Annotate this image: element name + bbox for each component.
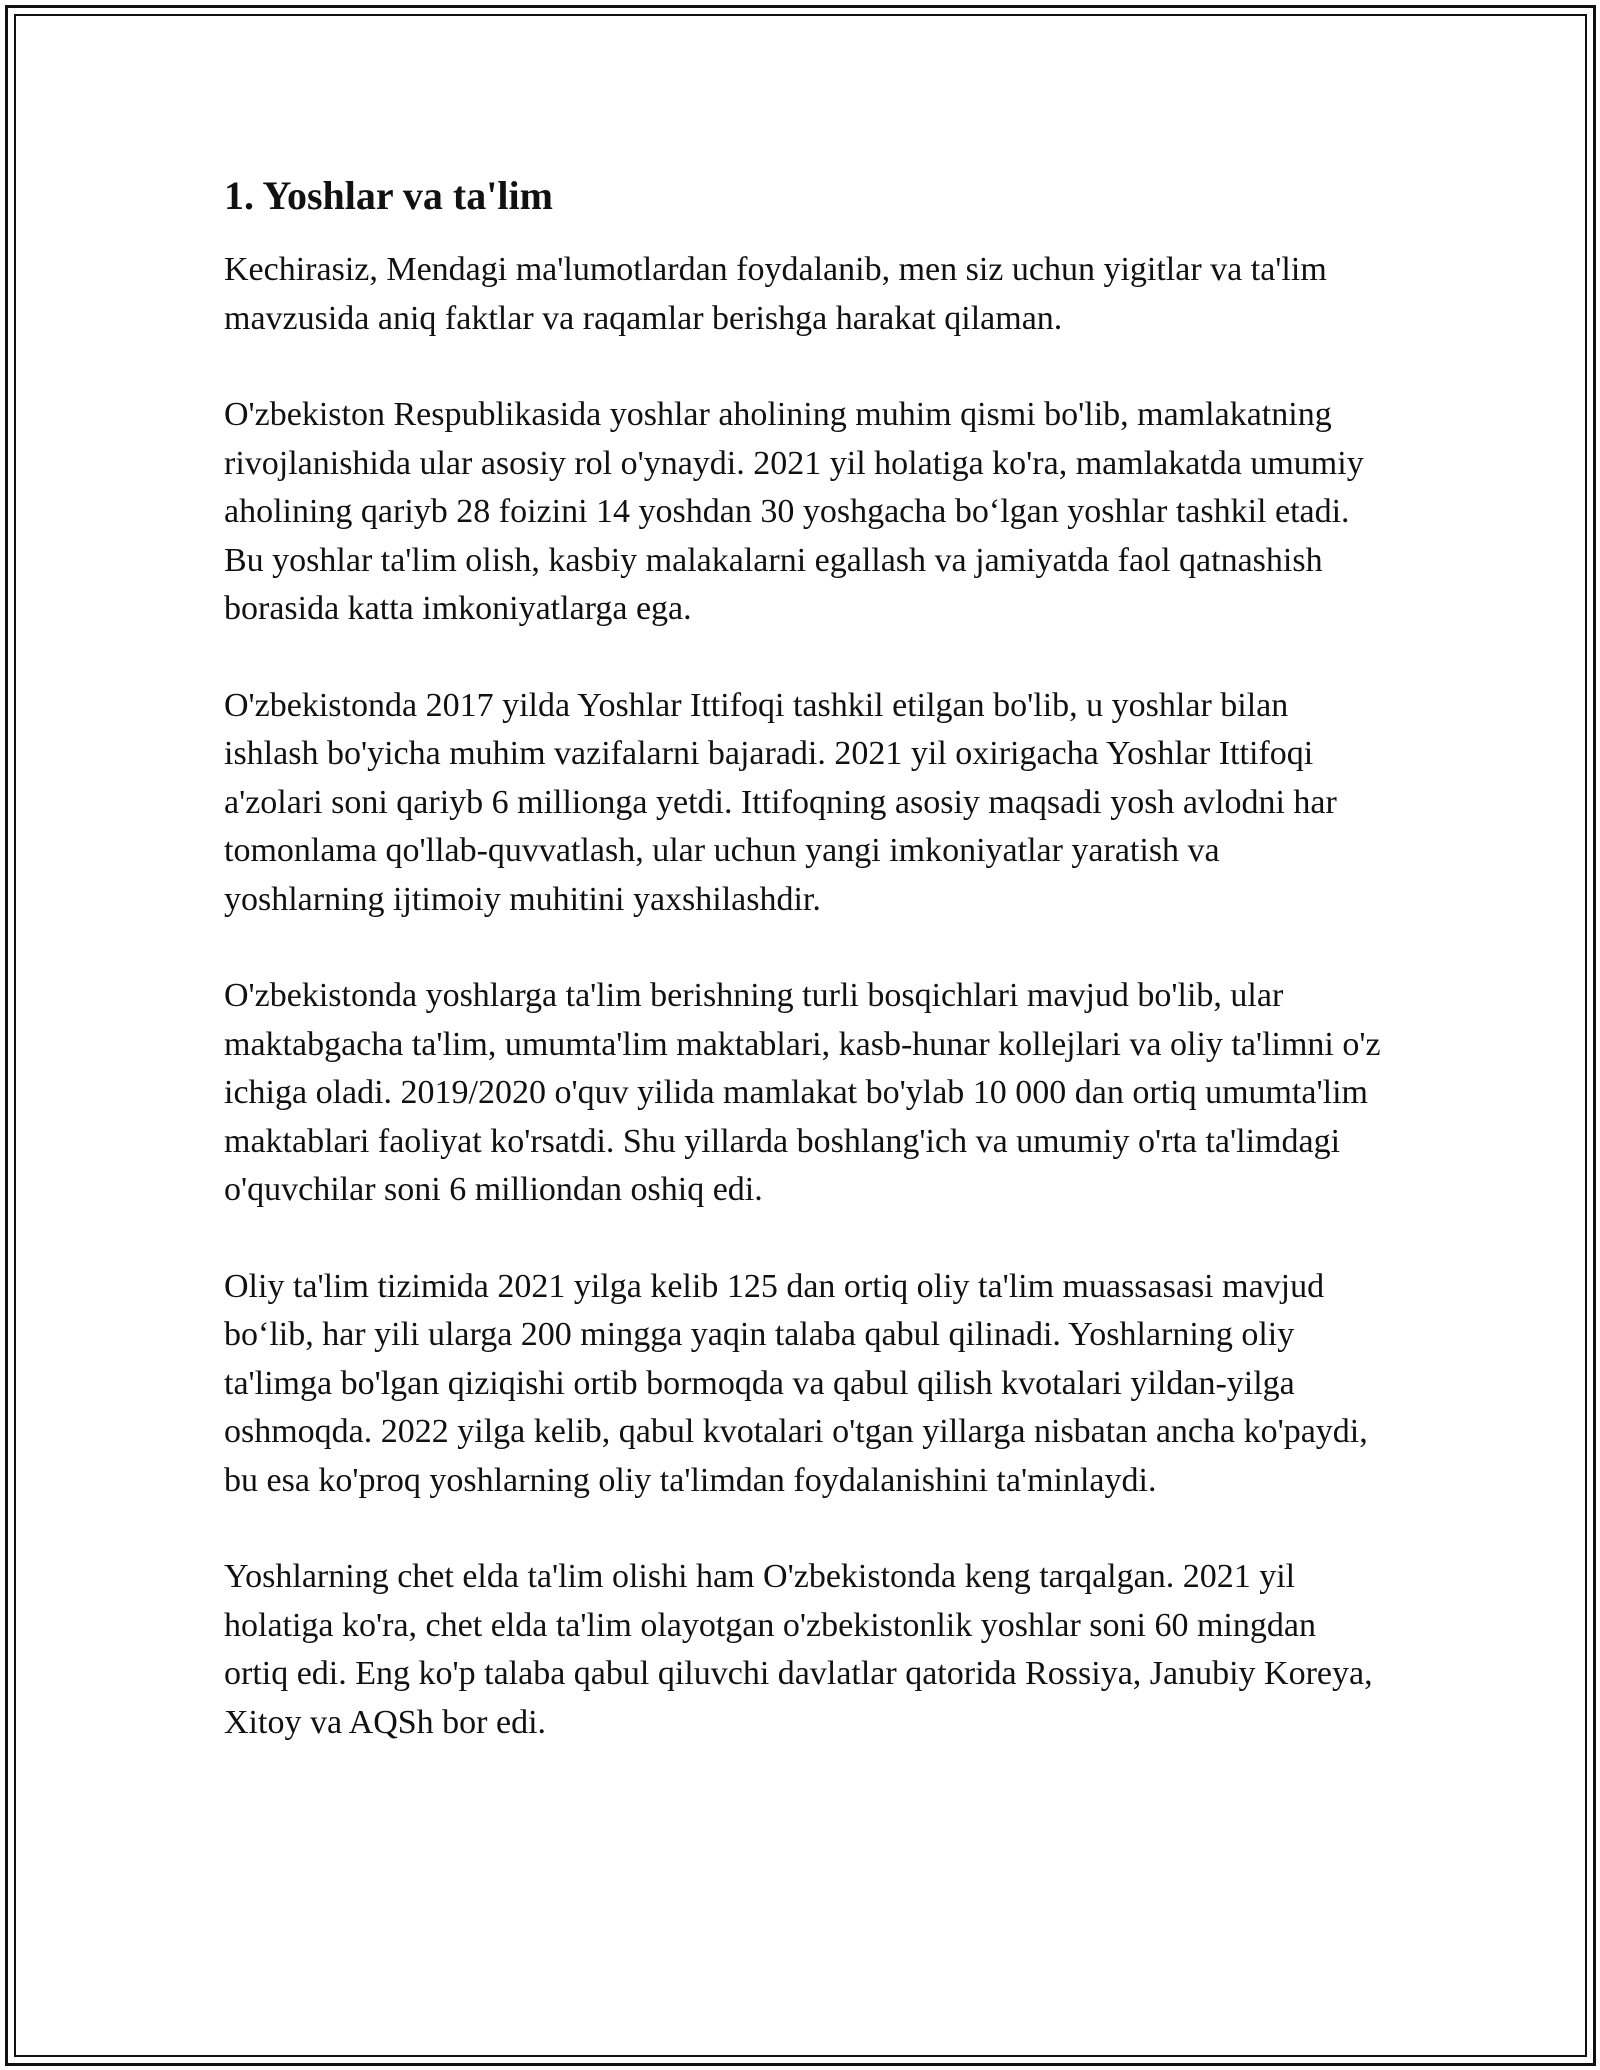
section-heading: 1. Yoshlar va ta'lim — [224, 173, 553, 218]
document-body — [224, 170, 1384, 1795]
paragraph-intro: Kechirasiz, Mendagi ma'lumotlardan foydalanib, men siz uchun yigitlar va ta'lim mavzusida aniq faktlar va raqamlar berishga harakat qilaman. — [224, 251, 1327, 337]
paragraph-study-abroad: Yoshlarning chet elda ta'lim olishi ham O'zbekistonda keng tarqalgan. 2021 yil holatiga ko'ra, chet elda ta'lim olayotgan o'zbekistonlik yoshlar soni 60 mingdan ortiq edi. Eng ko'p talaba qabul qiluvchi davlatlar qatorida Rossiya, Janubiy Koreya, Xitoy va AQSh bor edi. — [224, 1558, 1373, 1741]
paragraph-youth-union: O'zbekistonda 2017 yilda Yoshlar Ittifoqi tashkil etilgan bo'lib, u yoshlar bilan ishlash bo'yicha muhim vazifalarni bajaradi. 2021 yil oxirigacha Yoshlar Ittifoqi a'zolari soni qariyb 6 millionga yetdi. Ittifoqning asosiy maqsadi yosh avlodni har tomonlama qo'llab-quvvatlash, ular uchun yangi imkoniyatlar yaratish va yoshlarning ijtimoiy muhitini yaxshilashdir. — [224, 686, 1337, 918]
paragraph-youth-population: O'zbekiston Respublikasida yoshlar aholining muhim qismi bo'lib, mamlakatning rivojlanishida ular asosiy rol o'ynaydi. 2021 yil holatiga ko'ra, mamlakatda umumiy aholining qariyb 28 foizini 14 yoshdan 30 yoshgacha bo‘lgan yoshlar tashkil etadi. Bu yoshlar ta'lim olish, kasbiy malakalarni egallash va jamiyatda faol qatnashish borasida katta imkoniyatlarga ega. — [224, 396, 1364, 627]
paragraph-higher-education: Oliy ta'lim tizimida 2021 yilga kelib 125 dan ortiq oliy ta'lim muassasasi mavjud bo‘lib, har yili ularga 200 mingga yaqin talaba qabul qilinadi. Yoshlarning oliy ta'limga bo'lgan qiziqishi ortib bormoqda va qabul qilish kvotalari yildan-yilga oshmoqda. 2022 yilga kelib, qabul kvotalari o'tgan yillarga nisbatan ancha ko'paydi, bu esa ko'proq yoshlarning oliy ta'limdan foydalanishini ta'minlaydi. — [224, 1267, 1368, 1499]
paragraph-education-stages: O'zbekistonda yoshlarga ta'lim berishning turli bosqichlari mavjud bo'lib, ular maktabgacha ta'lim, umumta'lim maktablari, kasb-hunar kollejlari va oliy ta'limni o'z ichiga oladi. 2019/2020 o'quv yilida mamlakat bo'ylab 10 000 dan ortiq umumta'lim maktablari faoliyat ko'rsatdi. Shu yillarda boshlang'ich va umumiy o'rta ta'limdagi o'quvchilar soni 6 milliondan oshiq edi. — [224, 977, 1381, 1208]
